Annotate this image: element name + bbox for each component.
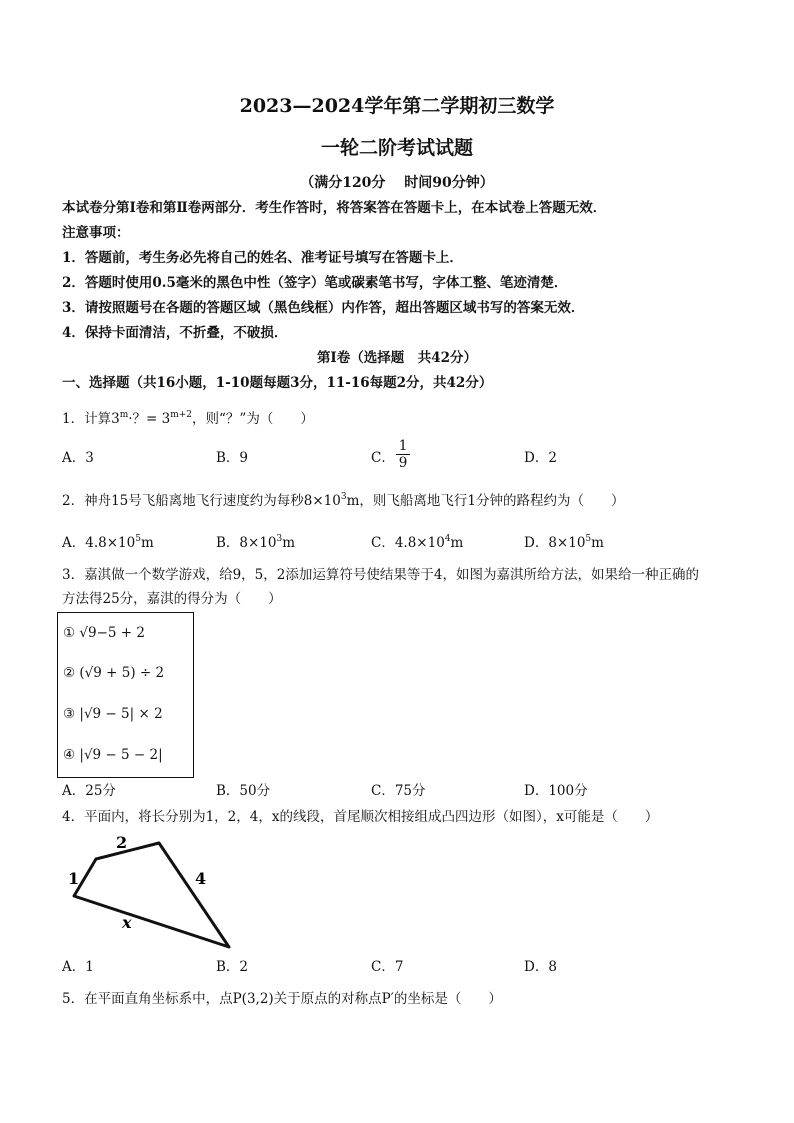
note-item: 2．答题时使用0.5毫米的黑色中性（签字）笔或碳素笔书写，字体工整、笔迹清楚． (62, 275, 568, 291)
section1-heading: 一、选择题（共16小题，1-10题每题3分，11-16每题2分，共42分） (62, 375, 493, 391)
question-2: 2．神舟15号飞船离地飞行速度约为每秒$8\times 10^3m$，则飞船离地飞行1分钟的路程约为（ ） (62, 492, 625, 509)
option-d[interactable]: D．$8\times 10^5m$ (524, 534, 604, 551)
notes-heading: 注意事项： (62, 225, 130, 241)
method-3: ③ |√9 − 5| × 2 (63, 706, 163, 722)
question-5: 5．在平面直角坐标系中，点P(3,2)关于原点的对称点P′的坐标是（ ） (62, 991, 502, 1007)
intro-text: 本试卷分第Ⅰ卷和第Ⅱ卷两部分．考生作答时，将答案答在答题卡上，在本试卷上答题无效． (62, 200, 607, 216)
option-c[interactable]: C． (371, 450, 395, 466)
note-item: 4．保持卡面清洁，不折叠，不破损． (62, 325, 288, 341)
option-b[interactable]: B．9 (216, 450, 249, 466)
note-item: 1．答题前，考生务必先将自己的姓名、准考证号填写在答题卡上． (62, 250, 463, 266)
question-4: 4．平面内，将长分别为1，2，4，x的线段，首尾顺次相接组成凸四边形（如图），x可能是（ ） (62, 809, 659, 825)
question-1: 1．计算$3^m\cdot$？= $3^{m+2}$，则“？”为（ ） (62, 410, 314, 427)
question-3-line2: 方法得25分，嘉淇的得分为（ ） (62, 591, 282, 607)
side-label-2: 2 (116, 833, 128, 852)
option-c[interactable]: C．75分 (371, 783, 426, 799)
method-1: ① √9−5 + 2 (63, 625, 145, 641)
option-d[interactable]: D．100分 (524, 783, 588, 799)
option-c[interactable]: C．7 (371, 959, 404, 975)
method-2: ② (√9 + 5) ÷ 2 (63, 665, 165, 681)
score-time: （满分120分 时间90分钟） (300, 175, 494, 191)
option-a[interactable]: A．1 (62, 959, 94, 975)
fraction: $\frac{1}{9}$ (396, 438, 410, 471)
option-c[interactable]: C．$4.8\times 10^4m$ (371, 534, 464, 551)
question-3-line1: 3．嘉淇做一个数学游戏，给9，5，2添加运算符号使结果等于4，如图为嘉淇所给方法，如果给一种正确的 (62, 567, 699, 583)
option-b[interactable]: B．50分 (216, 783, 271, 799)
side-label-x: x (122, 913, 132, 932)
method-4: ④ |√9 − 5 − 2| (63, 747, 163, 763)
side-label-4: 4 (195, 869, 207, 888)
quadrilateral-figure (62, 832, 242, 954)
method-box (57, 612, 194, 778)
side-label-1: 1 (68, 869, 80, 888)
exam-subtitle: 一轮二阶考试试题 (320, 137, 473, 159)
option-d[interactable]: D．8 (524, 959, 557, 975)
exam-title: 2023—2024学年第二学期初三数学 (239, 95, 555, 117)
option-b[interactable]: B．2 (216, 959, 249, 975)
option-b[interactable]: B．$8\times 10^3m$ (216, 534, 296, 551)
option-a[interactable]: A．3 (62, 450, 94, 466)
part1-heading: 第Ⅰ卷（选择题 共42分） (316, 350, 478, 366)
option-d[interactable]: D．2 (524, 450, 557, 466)
note-item: 3．请按照题号在各题的答题区域（黑色线框）内作答，超出答题区域书写的答案无效． (62, 300, 585, 316)
quadrilateral-shape (74, 843, 229, 947)
option-a[interactable]: A．25分 (62, 783, 116, 799)
option-a[interactable]: A．$4.8\times 10^5m$ (62, 534, 154, 551)
